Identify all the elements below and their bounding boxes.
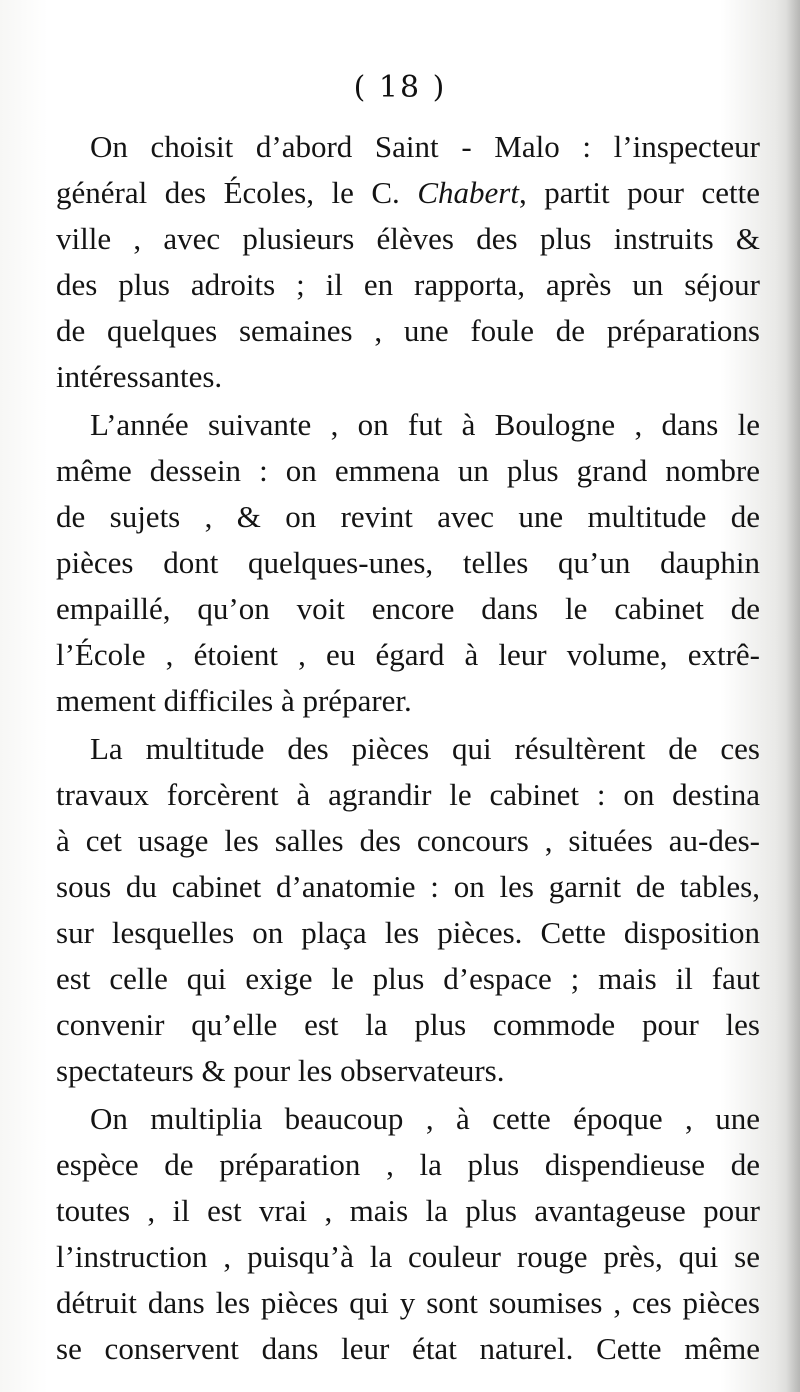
text-line: même dessein : on emmena un plus grand nombre [56, 453, 760, 488]
text-line: à cet usage les salles des concours , situées au-des- [56, 823, 760, 858]
page-edge-shadow [786, 0, 800, 1392]
page-number: ( 18 ) [353, 70, 447, 105]
text-line: pièces dont quelques-unes, telles qu’un dauphin [56, 545, 760, 580]
text-line: toutes , il est vrai , mais la plus avantageuse pour [56, 1193, 760, 1228]
paragraph-3 [56, 726, 760, 1094]
page-text [56, 124, 760, 1372]
text-line: détruit dans les pièces qui y sont soumises , ces pièces [56, 1285, 760, 1320]
text-line: L’année suivante , on fut à Boulogne , dans le [90, 407, 760, 442]
text-line: espèce de préparation , la plus dispendieuse de [56, 1147, 760, 1182]
text-line: des plus adroits ; il en rapporta, après un séjour [56, 267, 760, 302]
paragraph-4 [56, 1096, 760, 1372]
text-line: l’instruction , puisqu’à la couleur rouge près, qui se [56, 1239, 760, 1274]
text-line: sous du cabinet d’anatomie : on les garnit de tables, [56, 869, 760, 904]
text-line: empaillé, qu’on voit encore dans le cabinet de [56, 591, 760, 626]
text-line: La multitude des pièces qui résultèrent de ces [90, 731, 760, 766]
text-line: de sujets , & on revint avec une multitude de [56, 499, 760, 534]
text-line: ville , avec plusieurs élèves des plus instruits & [56, 221, 760, 256]
text-line: l’École , étoient , eu égard à leur volume, extrê- [56, 637, 760, 672]
text-line: intéressantes. [56, 359, 223, 394]
text-line: spectateurs & pour les observateurs. [56, 1053, 505, 1088]
text-line: de quelques semaines , une foule de préparations [56, 313, 760, 348]
text-line: sur lesquelles on plaça les pièces. Cette disposition [56, 915, 760, 950]
paragraph-2 [56, 402, 760, 724]
paragraph-1 [56, 124, 760, 400]
text-line: se conservent dans leur état naturel. Cette même [56, 1331, 760, 1366]
text-line: mement difficiles à préparer. [56, 683, 412, 718]
text-line: On choisit d’abord Saint - Malo : l’inspecteur [90, 129, 760, 164]
text-line: On multiplia beaucoup , à cette époque , une [90, 1101, 760, 1136]
text-line: général des Écoles, le C. Chabert, partit pour cette [56, 175, 761, 210]
text-line: travaux forcèrent à agrandir le cabinet : on destina [56, 777, 760, 812]
text-line: est celle qui exige le plus d’espace ; mais il faut [56, 961, 760, 996]
text-line: convenir qu’elle est la plus commode pour les [56, 1007, 760, 1042]
